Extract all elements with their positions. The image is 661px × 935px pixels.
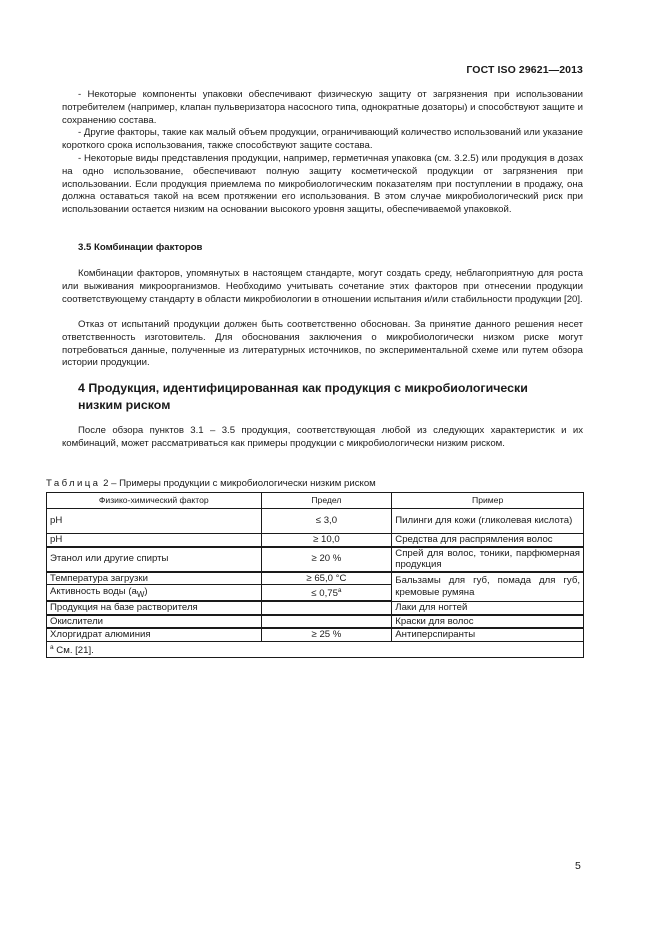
footnote-text: См. [21]. xyxy=(53,645,94,657)
cell-limit: ≥ 25 % xyxy=(261,628,392,641)
cell-limit xyxy=(261,585,392,601)
cell-factor: Продукция на базе растворителя xyxy=(47,601,262,615)
cell-example: Бальзамы для губ, помада для губ, кремовые румяна xyxy=(392,572,584,601)
paragraph-presentation-types: - Некоторые виды представления продукции, например, герметичная упаковка (см. 3.2.5) или продукция в дозах на одно использование, обеспечивают полную защиту косметической продукции от загрязнения при использовании. Если продукция приемлема по микробиологическим показателям при поступлении в продажу, она должна оставаться такой на всем протяжении его использования. В этом случае микробиологический риск при использовании остается низким на основании высокого уровня защиты, обеспечиваемой упаковкой. xyxy=(62,153,583,216)
table-row xyxy=(47,628,584,641)
table-caption xyxy=(46,478,376,489)
section-4-number: 4 xyxy=(78,381,85,395)
water-activity-subscript: W xyxy=(136,589,145,599)
header-example: Пример xyxy=(392,493,584,509)
table-caption-word: Таблица xyxy=(46,478,101,489)
cell-example: Спрей для волос, тоники, парфюмерная продукция xyxy=(392,547,584,572)
low-risk-products-table xyxy=(46,492,584,658)
table-footnote-row xyxy=(47,641,584,657)
header-factor: Физико-химический фактор xyxy=(47,493,262,509)
section-3-5-heading: 3.5 Комбинации факторов xyxy=(78,242,203,253)
cell-factor: Этанол или другие спирты xyxy=(47,547,262,572)
table-row xyxy=(47,615,584,629)
cell-limit: ≥ 65,0 °C xyxy=(261,572,392,585)
cell-factor: Температура загрузки xyxy=(47,572,262,585)
section-4-title-line1: Продукция, идентифицированная как продукция с микробиологически xyxy=(88,381,528,395)
table-row xyxy=(47,547,584,572)
paragraph-other-factors: - Другие факторы, такие как малый объем продукции, ограничивающий количество использований или указание короткого срока использования, также способствуют защите состава. xyxy=(62,127,583,151)
water-activity-limit: ≤ 0,75 xyxy=(311,588,338,600)
paragraph-factor-combinations: Комбинации факторов, упомянутых в настоящем стандарте, могут создать среду, неблагоприятную для роста или выживания микроорганизмов. Необходимо учитывать сочетание этих факторов при отнесении продукции соответствующему стандарту в области микробиологии в отношении испытания и/или стабильности продукции [20]. xyxy=(62,268,583,305)
table-caption-text: 2 – Примеры продукции с микробиологически низким риском xyxy=(100,478,376,489)
cell-example: Краски для волос xyxy=(392,615,584,629)
table-row xyxy=(47,601,584,615)
paragraph-section-4-intro: После обзора пунктов 3.1 – 3.5 продукция, соответствующая любой из следующих характеристик и их комбинаций, может рассматриваться как примеры продукции с микробиологически низким риском. xyxy=(62,425,583,449)
cell-example: Лаки для ногтей xyxy=(392,601,584,615)
section-4-heading xyxy=(62,380,583,413)
table-row xyxy=(47,509,584,534)
table-header-row xyxy=(47,493,584,509)
paragraph-packaging-components: - Некоторые компоненты упаковки обеспечивают физическую защиту от загрязнения при использовании потребителем (например, клапан пульверизатора насосного типа, однократные дозаторы) и способствуют защите и сохранению состава. xyxy=(62,89,583,126)
cell-example: Антиперспиранты xyxy=(392,628,584,641)
water-activity-suffix: ) xyxy=(144,585,148,597)
cell-factor: pH xyxy=(47,509,262,534)
cell-limit: ≥ 10,0 xyxy=(261,534,392,547)
cell-limit: ≥ 20 % xyxy=(261,547,392,572)
cell-limit xyxy=(261,615,392,629)
cell-factor xyxy=(47,585,262,601)
cell-factor: Окислители xyxy=(47,615,262,629)
page-number: 5 xyxy=(575,860,581,872)
cell-factor: Хлоргидрат алюминия xyxy=(47,628,262,641)
table-row xyxy=(47,572,584,585)
paragraph-test-waiver: Отказ от испытаний продукции должен быть соответственно обоснован. За принятие данного решения несет ответственность изготовитель. Для обоснования заключения о микробиологически низком риске могут потребоваться данные, полученные из литературных источников, по экспериментальной схеме или путем обзора истории продукции. xyxy=(62,319,583,369)
table-footnote xyxy=(47,641,584,657)
footnote-ref: a xyxy=(337,587,342,595)
table-row xyxy=(47,534,584,547)
header-limit: Предел xyxy=(261,493,392,509)
cell-example: Пилинги для кожи (гликолевая кислота) xyxy=(392,509,584,534)
cell-factor: pH xyxy=(47,534,262,547)
water-activity-prefix: Активность воды (a xyxy=(50,585,137,597)
cell-example: Средства для распрямления волос xyxy=(392,534,584,547)
cell-limit: ≤ 3,0 xyxy=(261,509,392,534)
section-4-title-line2: низким риском xyxy=(78,397,171,412)
document-code: ГОСТ ISO 29621—2013 xyxy=(466,64,583,76)
cell-limit xyxy=(261,601,392,615)
footnote-mark: a xyxy=(50,644,54,652)
